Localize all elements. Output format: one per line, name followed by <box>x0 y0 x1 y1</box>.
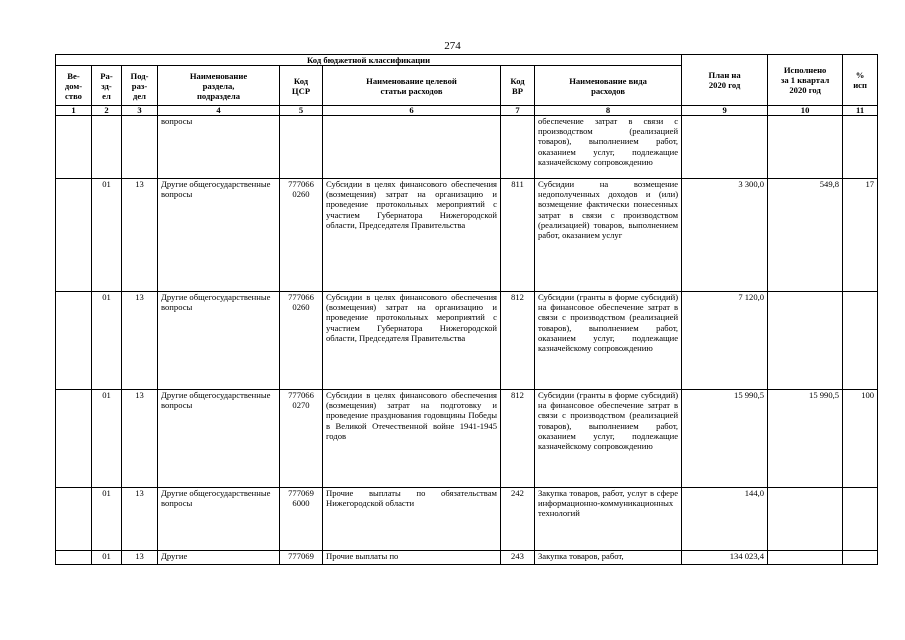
column-number: 4 <box>158 106 280 116</box>
cell-name-target: Субсидии в целях финансового обеспечения (возмещения) затрат на организацию и проведение протокольных мероприятий с участием Губернатора Нижегородской области, Председателя Правительства <box>323 292 501 390</box>
cell-ved <box>56 488 92 551</box>
header-kcsr: Код ЦСР <box>280 66 323 106</box>
cell-name-vr: Субсидии (гранты в форме субсидий) на финансовое обеспечение затрат в связи с производством (реализацией товаров), выполнением работ, оказанием услуг, подлежащие казначейскому сопровождению <box>535 390 682 488</box>
cell-razd: 01 <box>92 179 122 292</box>
cell-exec: 549,8 <box>768 179 843 292</box>
kcsr-part-1: 777066 <box>288 390 314 400</box>
cell-exec <box>768 488 843 551</box>
table-row <box>56 116 878 179</box>
cell-name-razd: Другие <box>158 551 280 565</box>
cell-name-razd: Другие общегосударственные вопросы <box>158 390 280 488</box>
table-row <box>56 179 878 292</box>
cell-exec: 15 990,5 <box>768 390 843 488</box>
cell-kvr: 812 <box>501 390 535 488</box>
column-number: 10 <box>768 106 843 116</box>
kcsr-part-2: 0270 <box>292 400 310 411</box>
cell-name-vr: Закупка товаров, работ, <box>535 551 682 565</box>
header-name-vr: Наименование вида расходов <box>535 66 682 106</box>
cell-name-target <box>323 116 501 179</box>
cell-ved <box>56 116 92 179</box>
column-number: 8 <box>535 106 682 116</box>
header-plan: План на 2020 год <box>682 55 768 106</box>
cell-kcsr <box>280 292 323 390</box>
header-razd: Ра- зд- ел <box>92 66 122 106</box>
kcsr-part-1: 777069 <box>288 488 314 498</box>
cell-plan: 144,0 <box>682 488 768 551</box>
header-ved: Ве- дом- ство <box>56 66 92 106</box>
cell-pct: 100 <box>843 390 878 488</box>
header-exec: Исполнено за 1 квартал 2020 год <box>768 55 843 106</box>
cell-kcsr <box>280 179 323 292</box>
cell-razd: 01 <box>92 390 122 488</box>
cell-plan: 15 990,5 <box>682 390 768 488</box>
table-row <box>56 551 878 565</box>
column-number: 5 <box>280 106 323 116</box>
cell-exec <box>768 551 843 565</box>
header-group-title: Код бюджетной классификации <box>56 55 682 66</box>
cell-name-razd: вопросы <box>158 116 280 179</box>
cell-name-target: Субсидии в целях финансового обеспечения (возмещения) затрат на организацию и проведение протокольных мероприятий с участием Губернатора Нижегородской области, Председателя Правительства <box>323 179 501 292</box>
column-number: 3 <box>122 106 158 116</box>
cell-kvr: 242 <box>501 488 535 551</box>
cell-plan <box>682 116 768 179</box>
cell-kvr <box>501 116 535 179</box>
budget-table <box>55 54 878 565</box>
kcsr-part-2: 6000 <box>292 498 310 509</box>
cell-name-razd: Другие общегосударственные вопросы <box>158 488 280 551</box>
cell-kvr: 812 <box>501 292 535 390</box>
cell-pct <box>843 292 878 390</box>
cell-exec <box>768 116 843 179</box>
cell-kcsr <box>280 116 323 179</box>
cell-name-target: Субсидии в целях финансового обеспечения (возмещения) затрат на подготовку и проведение празднования годовщины Победы в Великой Отечественной войне 1941-1945 годов <box>323 390 501 488</box>
cell-razd <box>92 116 122 179</box>
table-row <box>56 292 878 390</box>
header-pct: % исп <box>843 55 878 106</box>
cell-kvr: 811 <box>501 179 535 292</box>
cell-podrazd: 13 <box>122 390 158 488</box>
column-number-row <box>56 106 878 116</box>
cell-pct <box>843 116 878 179</box>
column-number: 7 <box>501 106 535 116</box>
header-podrazd: Под- раз- дел <box>122 66 158 106</box>
column-number: 6 <box>323 106 501 116</box>
cell-exec <box>768 292 843 390</box>
cell-name-vr: Субсидии (гранты в форме субсидий) на финансовое обеспечение затрат в связи с производством (реализацией товаров), выполнением работ, оказанием услуг, подлежащие казначейскому сопровождению <box>535 292 682 390</box>
cell-razd: 01 <box>92 488 122 551</box>
cell-podrazd: 13 <box>122 551 158 565</box>
page-number: 274 <box>444 40 461 52</box>
column-number: 1 <box>56 106 92 116</box>
table-row <box>56 488 878 551</box>
cell-razd: 01 <box>92 292 122 390</box>
cell-podrazd <box>122 116 158 179</box>
cell-razd: 01 <box>92 551 122 565</box>
cell-ved <box>56 179 92 292</box>
cell-kcsr <box>280 551 323 565</box>
cell-pct <box>843 551 878 565</box>
column-number: 2 <box>92 106 122 116</box>
cell-name-razd: Другие общегосударственные вопросы <box>158 179 280 292</box>
cell-kcsr <box>280 488 323 551</box>
cell-kcsr <box>280 390 323 488</box>
cell-kvr: 243 <box>501 551 535 565</box>
header-name-razd: Наименование раздела, подраздела <box>158 66 280 106</box>
cell-plan: 7 120,0 <box>682 292 768 390</box>
cell-name-vr: обеспечение затрат в связи с производством (реализацией товаров), выполнением работ, оказанием услуг, подлежащие казначейскому сопровождению <box>535 116 682 179</box>
kcsr-part-1: 777069 <box>288 551 314 561</box>
table-row <box>56 390 878 488</box>
kcsr-part-2: 0260 <box>292 302 310 313</box>
kcsr-part-2: 0260 <box>292 189 310 200</box>
cell-name-target: Прочие выплаты по <box>323 551 501 565</box>
cell-name-target: Прочие выплаты по обязательствам Нижегородской области <box>323 488 501 551</box>
kcsr-part-1: 777066 <box>288 292 314 302</box>
cell-name-razd: Другие общегосударственные вопросы <box>158 292 280 390</box>
cell-pct: 17 <box>843 179 878 292</box>
cell-ved <box>56 292 92 390</box>
cell-ved <box>56 390 92 488</box>
cell-plan: 3 300,0 <box>682 179 768 292</box>
cell-ved <box>56 551 92 565</box>
table-body <box>56 116 878 565</box>
cell-plan: 134 023,4 <box>682 551 768 565</box>
cell-podrazd: 13 <box>122 488 158 551</box>
cell-pct <box>843 488 878 551</box>
header-name-target: Наименование целевой статьи расходов <box>323 66 501 106</box>
cell-podrazd: 13 <box>122 292 158 390</box>
column-number: 11 <box>843 106 878 116</box>
kcsr-part-1: 777066 <box>288 179 314 189</box>
cell-podrazd: 13 <box>122 179 158 292</box>
header-kvr: Код ВР <box>501 66 535 106</box>
column-number: 9 <box>682 106 768 116</box>
cell-name-vr: Субсидии на возмещение недополученных доходов и (или) возмещение фактически понесенных затрат в связи с производством (реализацией) товаров, выполнением работ, оказанием услуг <box>535 179 682 292</box>
cell-name-vr: Закупка товаров, работ, услуг в сфере информационно-коммуникационных технологий <box>535 488 682 551</box>
